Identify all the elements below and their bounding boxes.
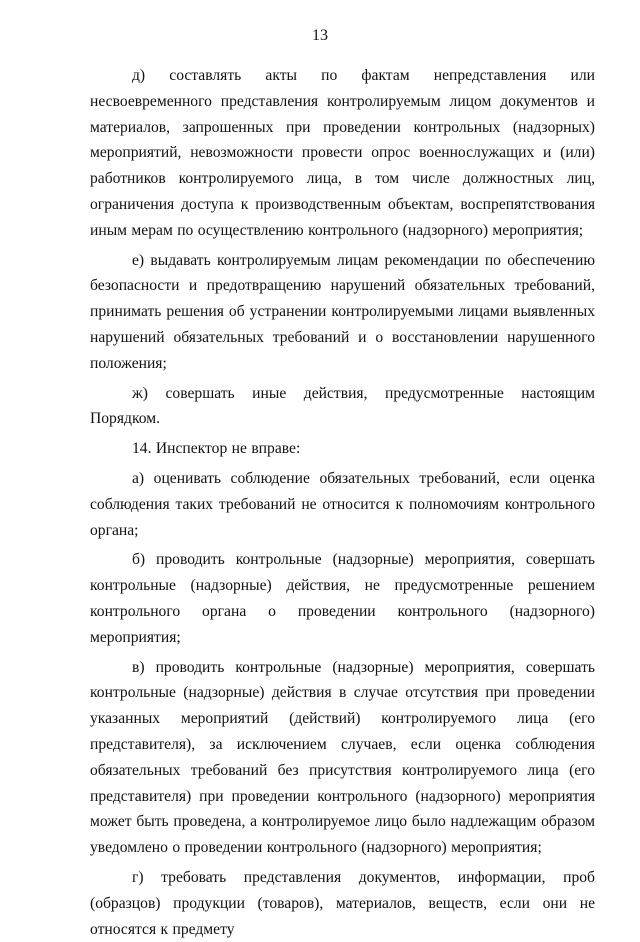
page-number: 13 <box>312 27 328 44</box>
section-14-heading: 14. Инспектор не вправе: <box>132 440 301 458</box>
paragraph-b: б) проводить контрольные (надзорные) мероприятия, совершать контрольные (надзорные) действия, не предусмотренные решением контрольного органа о проведении контрольного (надзорного) мероприятия; <box>90 551 595 646</box>
paragraph-d: д) составлять акты по фактам непредставления или несвоевременного представления контролируемым лицом документов и материалов, запрошенных при проведении контрольных (надзорных) мероприятий, невозможности провести опрос военнослужащих и (или) работников контролируемого лица, в том числе должностных лиц, ограничения доступа к производственным объектам, воспрепятствования иным мерам по осуществлению контрольного (надзорного) мероприятия; <box>90 67 595 239</box>
paragraph-zh: ж) совершать иные действия, предусмотренные настоящим Порядком. <box>90 384 595 428</box>
paragraph-g: г) требовать представления документов, информации, проб (образцов) продукции (товаров), материалов, веществ, если они не относятся к предмету <box>90 868 595 938</box>
paragraph-a: а) оценивать соблюдение обязательных требований, если оценка соблюдения таких требований не относится к полномочиям контрольного органа; <box>90 469 595 539</box>
paragraph-e: е) выдавать контролируемым лицам рекомендации по обеспечению безопасности и предотвращению нарушений обязательных требований, принимать решения об устранении контролируемыми лицами выявленных нарушений обязательных требований и о восстановлении нарушенного положения; <box>90 251 595 372</box>
document-body <box>90 63 595 942</box>
paragraph-v: в) проводить контрольные (надзорные) мероприятия, совершать контрольные (надзорные) действия в случае отсутствия при проведении указанных мероприятий (действий) контролируемого лица (его представителя), за исключением случаев, если оценка соблюдения обязательных требований без присутствия контролируемого лица (его представителя) при проведении контрольного (надзорного) мероприятия может быть проведена, а контролируемое лицо было надлежащим образом уведомлено о проведении контрольного (надзорного) мероприятия; <box>90 658 595 857</box>
